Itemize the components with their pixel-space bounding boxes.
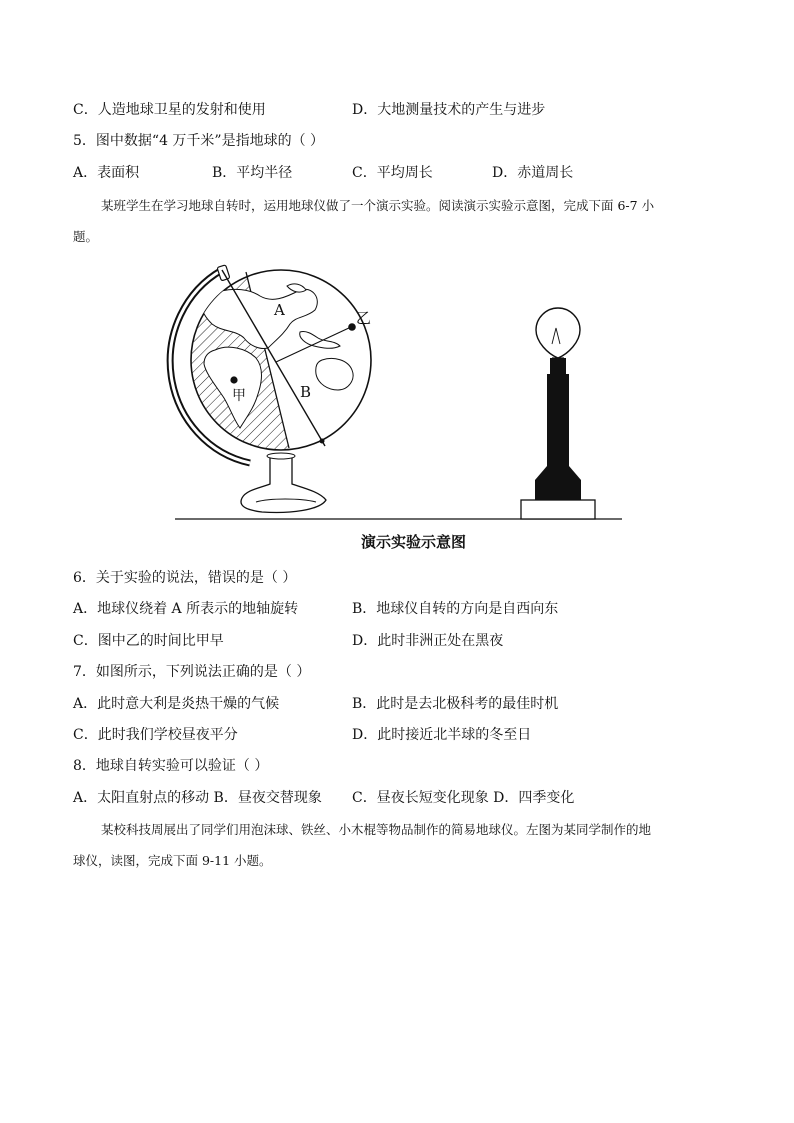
lamp-bulb [536, 308, 580, 358]
intro-6-7-line2: 题。 [73, 229, 99, 244]
lamp-pole [547, 374, 569, 466]
q7-option-a: A．此时意大利是炎热干燥的气候 [73, 696, 280, 712]
q8-option-cd: C．昼夜长短变化现象 D．四季变化 [352, 790, 575, 806]
q5-option-c: C．平均周长 [352, 165, 433, 181]
q5-option-a: A．表面积 [73, 165, 140, 181]
point-jia [230, 376, 237, 383]
q5-option-b: B．平均半径 [212, 165, 293, 181]
lamp-socket [550, 358, 566, 374]
intro-6-7-line1: 某班学生在学习地球自转时，运用地球仪做了一个演示实验。阅读演示实验示意图，完成下面 6-7 小 [101, 198, 655, 213]
q6-option-b: B．地球仪自转的方向是自西向东 [352, 601, 559, 617]
label-yi: 乙 [356, 309, 372, 327]
q6-option-a: A．地球仪绕着 A 所表示的地轴旋转 [73, 601, 299, 617]
label-a: A [274, 301, 285, 319]
q6-option-c: C．图中乙的时间比甲早 [73, 633, 224, 649]
q7-option-c: C．此时我们学校昼夜平分 [73, 727, 238, 743]
figure-caption: 演示实验示意图 [361, 533, 467, 551]
q6-option-d: D．此时非洲正处在黑夜 [352, 633, 504, 649]
lamp-base [521, 500, 595, 519]
lamp [521, 308, 595, 519]
q5-option-d: D．赤道周长 [492, 165, 574, 181]
q8-option-ab: A．太阳直射点的移动 B．昼夜交替现象 [73, 790, 322, 806]
q8-stem: 8．地球自转实验可以验证（ ） [73, 758, 269, 774]
label-jia: 甲 [232, 388, 246, 404]
q5-stem: 5．图中数据“4 万千米”是指地球的（ ） [73, 133, 325, 149]
lamp-weight [535, 466, 581, 500]
globe-stand [241, 456, 326, 513]
label-b: B [300, 383, 312, 401]
intro-9-11-line2: 球仪，读图，完成下面 9-11 小题。 [73, 853, 272, 868]
q7-stem: 7．如图所示，下列说法正确的是（ ） [73, 664, 311, 680]
q4-option-c: C．人造地球卫星的发射和使用 [73, 102, 266, 118]
q4-option-d: D．大地测量技术的产生与进步 [352, 102, 546, 118]
point-yi [348, 323, 356, 331]
experiment-figure [0, 258, 794, 548]
q7-option-b: B．此时是去北极科考的最佳时机 [352, 696, 559, 712]
q6-stem: 6．关于实验的说法，错误的是（ ） [73, 570, 297, 586]
intro-9-11-line1: 某校科技周展出了同学们用泡沫球、铁丝、小木棍等物品制作的简易地球仪。左图为某同学制作的地 [101, 822, 652, 837]
q7-option-d: D．此时接近北半球的冬至日 [352, 727, 532, 743]
